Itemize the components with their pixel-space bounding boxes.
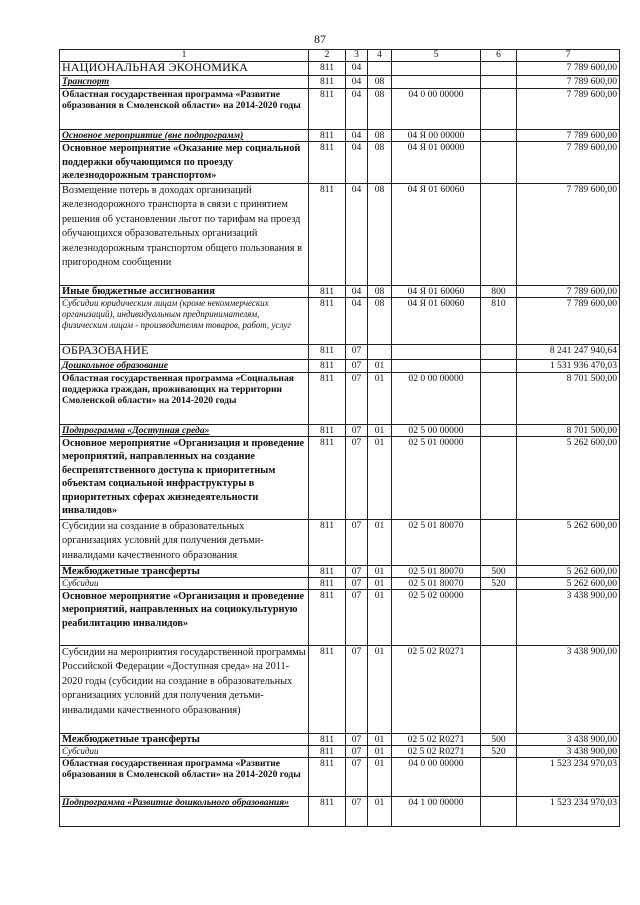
section-code-cell: 07	[346, 745, 368, 757]
admin-code-cell: 811	[309, 344, 346, 359]
admin-code-cell: 811	[309, 76, 346, 89]
subsection-code-cell: 01	[368, 424, 392, 436]
section-code-cell: 07	[346, 424, 368, 436]
row-name-cell: Основное мероприятие «Организация и проведение мероприятий, направленных на создание беспрепятственного доступа к приоритетным объектам социальной инфраструктуры в приоритетных сферах жизнедеятельности инвалидов»	[60, 436, 309, 519]
subsection-code-cell: 01	[368, 372, 392, 424]
admin-code-cell: 811	[309, 89, 346, 130]
amount-cell: 7 789 600,00	[517, 297, 620, 344]
target-article-cell: 02 5 01 80070	[392, 577, 481, 589]
row-name-cell: Субсидии на мероприятия государственной программы Российской Федерации «Доступная среда» на 2011-2020 годы (субсидии на создание в образовательных организациях условий для получения детьми-инвалидами качественного образования)	[60, 645, 309, 733]
header-cell: 7	[517, 50, 620, 62]
amount-cell: 5 262 600,00	[517, 519, 620, 565]
target-article-cell: 02 5 01 00000	[392, 436, 481, 519]
table-row	[60, 130, 620, 142]
amount-cell: 7 789 600,00	[517, 183, 620, 285]
subsection-code-cell: 01	[368, 577, 392, 589]
subsection-code-cell: 01	[368, 645, 392, 733]
table-row	[60, 519, 620, 565]
table-row	[60, 183, 620, 285]
expense-type-cell	[481, 183, 517, 285]
target-article-cell: 02 5 01 80070	[392, 565, 481, 577]
table-row	[60, 796, 620, 826]
table-row	[60, 359, 620, 372]
target-article-cell: 04 Я 01 00000	[392, 142, 481, 184]
target-article-cell: 04 Я 01 60060	[392, 183, 481, 285]
expense-type-cell	[481, 519, 517, 565]
admin-code-cell: 811	[309, 565, 346, 577]
expense-type-cell	[481, 645, 517, 733]
admin-code-cell: 811	[309, 745, 346, 757]
admin-code-cell: 811	[309, 757, 346, 796]
admin-code-cell: 811	[309, 183, 346, 285]
expense-type-cell	[481, 757, 517, 796]
subsection-code-cell: 01	[368, 745, 392, 757]
table-row	[60, 76, 620, 89]
header-cell: 5	[392, 50, 481, 62]
row-name-cell: Субсидии на создание в образовательных организациях условий для получения детьми-инвалидами качественного образования	[60, 519, 309, 565]
expense-type-cell	[481, 796, 517, 826]
table-row	[60, 285, 620, 297]
row-name-cell: Транспорт	[60, 76, 309, 89]
section-code-cell: 07	[346, 645, 368, 733]
amount-cell: 3 438 900,00	[517, 645, 620, 733]
table-row	[60, 565, 620, 577]
header-cell: 4	[368, 50, 392, 62]
admin-code-cell: 811	[309, 645, 346, 733]
row-name-cell: Дошкольное образование	[60, 359, 309, 372]
subsection-code-cell: 01	[368, 796, 392, 826]
target-article-cell: 04 Я 01 60060	[392, 285, 481, 297]
expense-type-cell: 520	[481, 577, 517, 589]
row-name-cell: Субсидии	[60, 745, 309, 757]
subsection-code-cell: 01	[368, 359, 392, 372]
table-row	[60, 577, 620, 589]
amount-cell: 3 438 900,00	[517, 745, 620, 757]
row-name-cell: Основное мероприятие «Оказание мер социальной поддержки обучающимся по проезду железнодорожным транспортом»	[60, 142, 309, 184]
section-code-cell: 07	[346, 796, 368, 826]
target-article-cell: 04 1 00 00000	[392, 796, 481, 826]
row-name-cell: НАЦИОНАЛЬНАЯ ЭКОНОМИКА	[60, 62, 309, 76]
expense-type-cell	[481, 589, 517, 645]
section-code-cell: 04	[346, 89, 368, 130]
target-article-cell	[392, 62, 481, 76]
amount-cell: 7 789 600,00	[517, 62, 620, 76]
amount-cell: 5 262 600,00	[517, 565, 620, 577]
table-row	[60, 733, 620, 745]
expense-type-cell	[481, 89, 517, 130]
section-code-cell: 04	[346, 142, 368, 184]
expense-type-cell	[481, 359, 517, 372]
row-name-cell: ОБРАЗОВАНИЕ	[60, 344, 309, 359]
header-cell: 6	[481, 50, 517, 62]
admin-code-cell: 811	[309, 436, 346, 519]
target-article-cell: 04 Я 01 60060	[392, 297, 481, 344]
amount-cell: 7 789 600,00	[517, 285, 620, 297]
section-code-cell: 04	[346, 76, 368, 89]
expense-type-cell	[481, 76, 517, 89]
expense-type-cell	[481, 130, 517, 142]
target-article-cell: 02 5 02 R0271	[392, 645, 481, 733]
section-code-cell: 07	[346, 565, 368, 577]
expense-type-cell	[481, 372, 517, 424]
amount-cell: 7 789 600,00	[517, 76, 620, 89]
row-name-cell: Межбюджетные трансферты	[60, 565, 309, 577]
amount-cell: 8 701 500,00	[517, 372, 620, 424]
target-article-cell: 02 5 02 R0271	[392, 745, 481, 757]
target-article-cell: 02 5 02 00000	[392, 589, 481, 645]
table-row	[60, 297, 620, 344]
subsection-code-cell	[368, 344, 392, 359]
section-code-cell: 07	[346, 436, 368, 519]
subsection-code-cell: 08	[368, 297, 392, 344]
expense-type-cell	[481, 62, 517, 76]
table-row	[60, 372, 620, 424]
admin-code-cell: 811	[309, 297, 346, 344]
section-code-cell: 07	[346, 577, 368, 589]
header-cell: 1	[60, 50, 309, 62]
expense-type-cell	[481, 424, 517, 436]
row-name-cell: Областная государственная программа «Социальная поддержка граждан, проживающих на территории Смоленской области» на 2014-2020 годы	[60, 372, 309, 424]
admin-code-cell: 811	[309, 589, 346, 645]
header-cell: 2	[309, 50, 346, 62]
admin-code-cell: 811	[309, 359, 346, 372]
row-name-cell: Основное мероприятие «Организация и проведение мероприятий, направленных на социокультурную реабилитацию инвалидов»	[60, 589, 309, 645]
subsection-code-cell: 08	[368, 89, 392, 130]
amount-cell: 7 789 600,00	[517, 130, 620, 142]
amount-cell: 7 789 600,00	[517, 89, 620, 130]
admin-code-cell: 811	[309, 519, 346, 565]
table-row	[60, 745, 620, 757]
header-cell: 3	[346, 50, 368, 62]
expense-type-cell: 500	[481, 565, 517, 577]
table-row	[60, 424, 620, 436]
subsection-code-cell: 01	[368, 519, 392, 565]
admin-code-cell: 811	[309, 142, 346, 184]
row-name-cell: Иные бюджетные ассигнования	[60, 285, 309, 297]
row-name-cell: Областная государственная программа «Развитие образования в Смоленской области» на 2014-2020 годы	[60, 757, 309, 796]
target-article-cell: 04 0 00 00000	[392, 757, 481, 796]
table-row	[60, 89, 620, 130]
section-code-cell: 04	[346, 183, 368, 285]
row-name-cell: Областная государственная программа «Развитие образования в Смоленской области» на 2014-2020 годы	[60, 89, 309, 130]
target-article-cell: 02 0 00 00000	[392, 372, 481, 424]
admin-code-cell: 811	[309, 285, 346, 297]
row-name-cell: Межбюджетные трансферты	[60, 733, 309, 745]
admin-code-cell: 811	[309, 424, 346, 436]
subsection-code-cell: 01	[368, 565, 392, 577]
expense-type-cell: 810	[481, 297, 517, 344]
target-article-cell: 02 5 01 80070	[392, 519, 481, 565]
row-name-cell: Возмещение потерь в доходах организаций железнодорожного транспорта в связи с принятием решения об установлении льгот по тарифам на проезд обучающихся образовательных организаций железнодорожным транспортом общего пользования в пригородном сообщении	[60, 183, 309, 285]
section-code-cell: 07	[346, 757, 368, 796]
subsection-code-cell: 08	[368, 142, 392, 184]
amount-cell: 7 789 600,00	[517, 142, 620, 184]
page-number: 87	[314, 32, 326, 46]
amount-cell: 1 531 936 470,03	[517, 359, 620, 372]
expense-type-cell	[481, 142, 517, 184]
section-code-cell: 04	[346, 297, 368, 344]
expense-type-cell	[481, 436, 517, 519]
admin-code-cell: 811	[309, 130, 346, 142]
subsection-code-cell: 08	[368, 183, 392, 285]
amount-cell: 1 523 234 970,03	[517, 757, 620, 796]
amount-cell: 8 241 247 940,64	[517, 344, 620, 359]
amount-cell: 5 262 600,00	[517, 436, 620, 519]
table-row	[60, 645, 620, 733]
target-article-cell: 04 Я 00 00000	[392, 130, 481, 142]
subsection-code-cell	[368, 62, 392, 76]
section-code-cell: 07	[346, 344, 368, 359]
table-row	[60, 757, 620, 796]
expense-type-cell: 500	[481, 733, 517, 745]
amount-cell: 5 262 600,00	[517, 577, 620, 589]
section-code-cell: 04	[346, 62, 368, 76]
admin-code-cell: 811	[309, 577, 346, 589]
table-row	[60, 62, 620, 76]
section-code-cell: 07	[346, 359, 368, 372]
target-article-cell	[392, 344, 481, 359]
budget-table	[59, 49, 620, 827]
subsection-code-cell: 01	[368, 589, 392, 645]
amount-cell: 8 701 500,00	[517, 424, 620, 436]
row-name-cell: Подпрограмма «Доступная среда»	[60, 424, 309, 436]
amount-cell: 3 438 900,00	[517, 733, 620, 745]
subsection-code-cell: 01	[368, 757, 392, 796]
admin-code-cell: 811	[309, 372, 346, 424]
target-article-cell: 02 5 00 00000	[392, 424, 481, 436]
admin-code-cell: 811	[309, 62, 346, 76]
subsection-code-cell: 08	[368, 285, 392, 297]
table-row	[60, 436, 620, 519]
target-article-cell	[392, 359, 481, 372]
section-code-cell: 04	[346, 285, 368, 297]
row-name-cell: Подпрограмма «Развитие дошкольного образования»	[60, 796, 309, 826]
section-code-cell: 04	[346, 130, 368, 142]
subsection-code-cell: 08	[368, 76, 392, 89]
subsection-code-cell: 01	[368, 436, 392, 519]
table-row	[60, 589, 620, 645]
row-name-cell: Субсидии юридическим лицам (кроме некоммерческих организаций), индивидуальным предпринимателям, физическим лицам - производителям товаров, работ, услуг	[60, 297, 309, 344]
target-article-cell: 02 5 02 R0271	[392, 733, 481, 745]
subsection-code-cell: 01	[368, 733, 392, 745]
admin-code-cell: 811	[309, 796, 346, 826]
admin-code-cell: 811	[309, 733, 346, 745]
table-header-row	[60, 50, 620, 62]
amount-cell: 1 523 234 970,03	[517, 796, 620, 826]
amount-cell: 3 438 900,00	[517, 589, 620, 645]
target-article-cell	[392, 76, 481, 89]
subsection-code-cell: 08	[368, 130, 392, 142]
table-row	[60, 344, 620, 359]
row-name-cell: Субсидии	[60, 577, 309, 589]
section-code-cell: 07	[346, 519, 368, 565]
section-code-cell: 07	[346, 589, 368, 645]
target-article-cell: 04 0 00 00000	[392, 89, 481, 130]
table-row	[60, 142, 620, 184]
expense-type-cell	[481, 344, 517, 359]
section-code-cell: 07	[346, 372, 368, 424]
section-code-cell: 07	[346, 733, 368, 745]
expense-type-cell: 800	[481, 285, 517, 297]
expense-type-cell: 520	[481, 745, 517, 757]
row-name-cell: Основное мероприятие (вне подпрограмм)	[60, 130, 309, 142]
